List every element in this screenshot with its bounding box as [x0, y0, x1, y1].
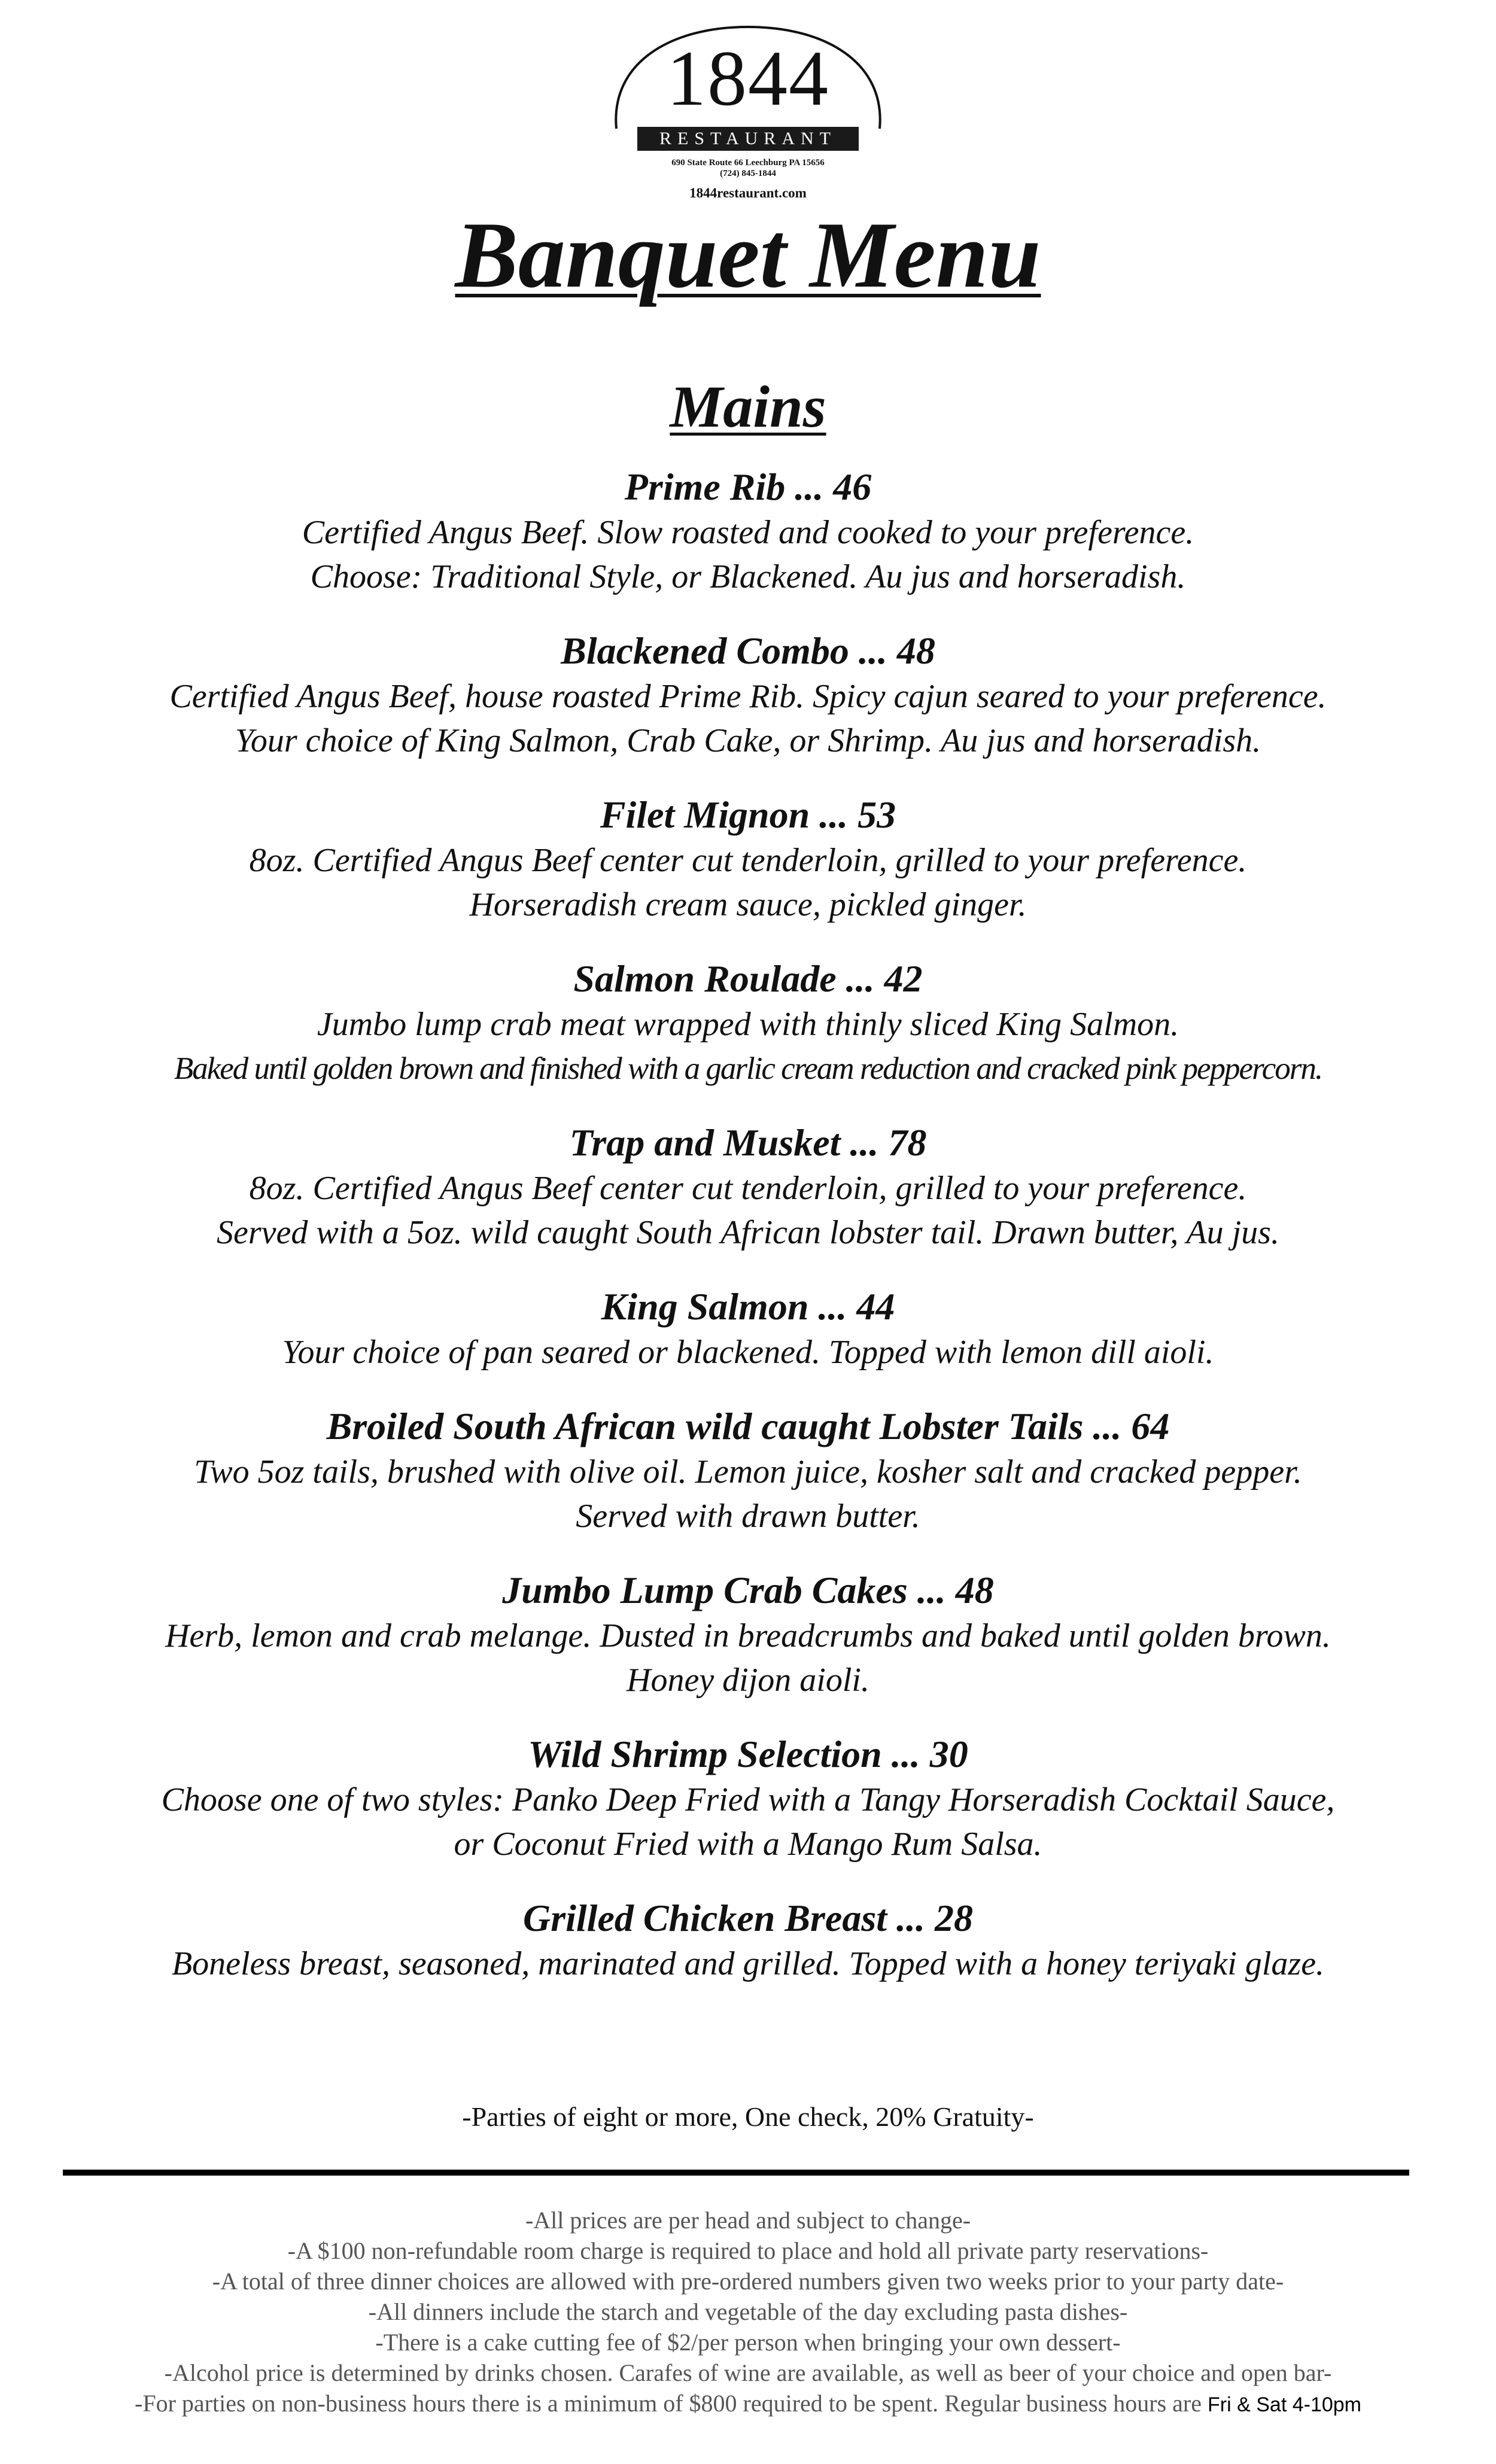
restaurant-logo — [604, 15, 892, 200]
note-line: -There is a cake cutting fee of $2/per person when bringing your own dessert- — [375, 2329, 1121, 2356]
note-line: -A total of three dinner choices are allowed with pre-ordered numbers given two weeks prior to your party date- — [212, 2268, 1284, 2295]
menu-item-description: Baked until golden brown and finished with a garlic cream reduction and cracked pink peppercorn. — [174, 1051, 1322, 1086]
menu-item — [0, 1283, 1496, 1374]
menu-item — [0, 464, 1496, 599]
menu-item-name: Filet Mignon ... 53 — [600, 793, 896, 836]
gratuity-note: -Parties of eight or more, One check, 20% Gratuity- — [462, 2101, 1034, 2132]
menu-item-description: Two 5oz tails, brushed with olive oil. Lemon juice, kosher salt and cracked pepper. — [194, 1453, 1302, 1490]
note-line: -All prices are per head and subject to change- — [525, 2207, 971, 2234]
menu-item-name: Broiled South African wild caught Lobster Tails ... 64 — [326, 1405, 1170, 1447]
logo-band: RESTAURANT — [637, 127, 859, 151]
logo-year: 1844 — [667, 34, 829, 122]
menu-item — [0, 956, 1496, 1091]
menu-item — [0, 1567, 1496, 1702]
menu-item-description: Served with drawn butter. — [576, 1498, 920, 1535]
menu-item — [0, 1403, 1496, 1538]
menu-item — [0, 1895, 1496, 1986]
note-line: -Alcohol price is determined by drinks chosen. Carafes of wine are available, as well as beer of your choice and open bar- — [164, 2359, 1332, 2386]
menu-item-description: 8oz. Certified Angus Beef center cut tenderloin, grilled to your preference. — [249, 842, 1247, 879]
menu-item — [0, 1120, 1496, 1255]
menu-item — [0, 628, 1496, 763]
menu-item-description: Choose: Traditional Style, or Blackened. Au jus and horseradish. — [310, 558, 1186, 595]
logo-address — [604, 157, 892, 179]
menu-item-name: Grilled Chicken Breast ... 28 — [522, 1897, 974, 1939]
menu-item-name: Blackened Combo ... 48 — [561, 629, 935, 672]
logo-phone: (724) 845-1844 — [720, 169, 776, 178]
note-line-text: -For parties on non-business hours there is a minimum of $800 required to be spent. Regular business hours are — [135, 2390, 1202, 2417]
page-title: Banquet Menu — [455, 203, 1041, 308]
menu-item-description: Your choice of King Salmon, Crab Cake, or Shrimp. Au jus and horseradish. — [235, 722, 1261, 759]
menu-item-description: Certified Angus Beef, house roasted Prime Rib. Spicy cajun seared to your preference. — [169, 678, 1327, 715]
logo-address-line: 690 State Route 66 Leechburg PA 15656 — [671, 158, 825, 168]
menu-item-name: Jumbo Lump Crab Cakes ... 48 — [502, 1569, 994, 1611]
menu-item-description: Your choice of pan seared or blackened. Topped with lemon dill aioli. — [282, 1334, 1214, 1371]
menu-item — [0, 1731, 1496, 1866]
note-line: -A $100 non-refundable room charge is required to place and hold all private party reservations- — [287, 2237, 1209, 2264]
menu-item-description: Jumbo lump crab meat wrapped with thinly sliced King Salmon. — [317, 1006, 1179, 1043]
menu-list — [0, 464, 1496, 2015]
menu-item-description: Certified Angus Beef. Slow roasted and cooked to your preference. — [302, 514, 1194, 551]
business-hours: Fri & Sat 4-10pm — [1208, 2393, 1361, 2416]
note-line: -All dinners include the starch and vegetable of the day excluding pasta dishes- — [368, 2298, 1128, 2325]
menu-item-description: or Coconut Fried with a Mango Rum Salsa. — [454, 1826, 1042, 1863]
section-title: Mains — [670, 373, 826, 440]
menu-item-description: Honey dijon aioli. — [627, 1662, 869, 1699]
menu-item-description: Choose one of two styles: Panko Deep Fried with a Tangy Horseradish Cocktail Sauce, — [161, 1781, 1335, 1818]
menu-item-name: Trap and Musket ... 78 — [569, 1121, 927, 1164]
menu-item-description: Horseradish cream sauce, pickled ginger. — [469, 886, 1027, 923]
menu-item-name: Prime Rib ... 46 — [624, 466, 872, 508]
menu-item-name: Salmon Roulade ... 42 — [573, 957, 923, 1000]
menu-item-name: King Salmon ... 44 — [601, 1285, 895, 1328]
note-line — [0, 2388, 1496, 2420]
menu-item — [0, 792, 1496, 927]
menu-item-description: Boneless breast, seasoned, marinated and grilled. Topped with a honey teriyaki glaze. — [171, 1945, 1325, 1982]
notes-list — [0, 2205, 1496, 2420]
logo-website: 1844restaurant.com — [689, 185, 807, 200]
menu-item-name: Wild Shrimp Selection ... 30 — [528, 1733, 968, 1775]
menu-item-description: Served with a 5oz. wild caught South African lobster tail. Drawn butter, Au jus. — [217, 1214, 1279, 1251]
menu-item-description: 8oz. Certified Angus Beef center cut tenderloin, grilled to your preference. — [249, 1170, 1247, 1207]
menu-item-description: Herb, lemon and crab melange. Dusted in breadcrumbs and baked until golden brown. — [165, 1617, 1331, 1654]
divider — [63, 2170, 1409, 2176]
